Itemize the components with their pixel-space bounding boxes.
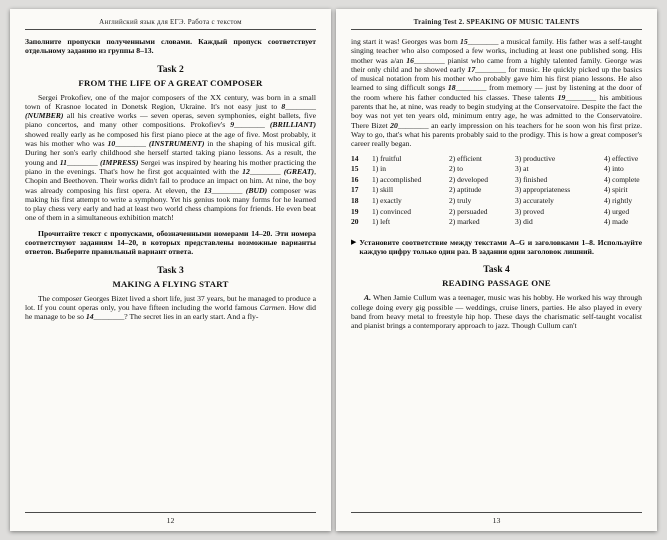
choice-option: 1) accomplished [372,174,422,184]
choice-option: 4) into [604,164,624,174]
choice-number: 16 [351,174,359,184]
page-right [336,9,657,531]
choice-option: 1) in [372,164,386,174]
choice-option: 3) did [515,217,533,227]
choice-option: 4) effective [604,153,639,163]
page-number-right: 13 [351,512,642,525]
instruction-matching-wrap [351,238,642,257]
answer-options-table [351,154,642,228]
choice-option: 1) left [372,217,391,227]
choice-number: 19 [351,206,359,216]
task4-title: Task 4 [483,264,510,276]
choice-option: 4) rightly [604,195,633,205]
instruction-multiple-choice: Прочитайте текст с пропусками, обозначенными номерами 14–20. Эти номера соответствуют заданиям 14–20, в которых представлены возможные варианты ответов. Выберите правильный вариант ответа. [25,228,316,257]
task3-subtitle: MAKING A FLYING START [112,278,229,289]
choice-option: 3) appropriateness [515,185,571,195]
choice-row [351,175,642,186]
choice-option: 4) made [604,217,629,227]
choice-number: 14 [351,153,359,163]
task4-subtitle: READING PASSAGE ONE [442,278,551,289]
choice-option: 2) marked [449,217,480,227]
choice-option: 1) fruitful [372,153,402,163]
choice-option: 3) at [515,164,529,174]
choice-option: 2) persuaded [449,206,488,216]
choice-number: 20 [351,217,359,227]
task2-body: Sergei Prokofiev, one of the major composers of the XX century, was born in a small town of Krasnoe located in Donetsk Region, Ukraine. It's not easy just to 8________ (NUMBER) all his creative works — seven operas, seven symphonies, eight ballets, five piano concertos, and many other compositions. Prokofiev's 9________ (BRILLIANT) showed really early as he composed his first piano piece at the age of five. Most probably, it was his mother who was 10________ (INSTRUMENT) in the shaping of his musical gift. During her son's early childhood she herself started taking piano lessons. As a result, the young and 11________ (IMPRESS) Sergei was inspired by hearing his mother practicing the piano in the evenings. That's how he first got acquainted with the 12________ (GREAT), Chopin and Beethoven. Their works didn't fail to produce an impact on him. At nine, the boy was already composing his first opera. At eleven, the 13________ (BUD) composer was making his first attempt to write a symphony. Yet his genius took many forms for he learned to play chess very early and had at least two world chess champions for friends. He even beat one of them in a simultaneous exhibition match! [25,92,317,223]
choice-option: 3) finished [515,174,548,184]
choice-number: 18 [351,195,359,205]
choice-option: 4) urged [604,206,630,216]
choice-option: 3) proved [515,206,544,216]
choice-option: 3) accurately [515,195,554,205]
choice-row [351,154,642,165]
choice-option: 1) convinced [372,206,411,216]
instruction-matching: Установите соответствие между текстами A–G и заголовками 1–8. Используйте каждую цифру только один раз. В задании один заголовок лишний. [359,237,642,257]
choice-option: 3) productive [515,153,556,163]
instruction-fill-gaps: Заполните пропуски полученными словами. Каждый пропуск соответствует отдельному заданию из группы 8–13. [25,37,316,56]
page-number-left: 12 [25,512,316,525]
running-head-right: Training Test 2. SPEAKING OF MUSIC TALENTS [351,18,642,30]
choice-option: 4) spirit [604,185,628,195]
running-head-left: Английский язык для ЕГЭ. Работа с текстом [25,18,316,30]
choice-row [351,164,642,175]
choice-option: 2) aptitude [449,185,482,195]
choice-option: 2) to [449,164,463,174]
page-left [10,9,331,531]
task3-body: The composer Georges Bizet lived a short life, just 37 years, but he managed to produce a lot. If you count operas only, you have fifteen including the world famous Carmen. How did he manage to be so 14________? The secret lies in an early start. And a fly- [25,293,316,322]
choice-row [351,185,642,196]
choice-option: 2) efficient [449,153,482,163]
task2-title: Task 2 [157,63,184,75]
choice-row [351,196,642,207]
task4-body: A. When Jamie Cullum was a teenager, music was his hobby. He worked his way through college doing every gig possible — weddings, cruise liners, parties. He also played in every band from heavy metal to freestyle hip hop. These days the charismatic self-taught vocalist and pianist brings a contemporary approach to jazz. Though Cullum can't [351,293,642,331]
choice-option: 4) complete [604,174,640,184]
task2-subtitle: FROM THE LIFE OF A GREAT COMPOSER [78,77,263,88]
choice-option: 1) skill [372,185,394,195]
task3-title: Task 3 [157,264,184,276]
choice-row [351,217,642,228]
choice-row [351,207,642,218]
pointer-icon: ▶ [351,237,357,246]
task3-body-continued: ing start it was! Georges was born 15________ a musical family. His father was a self-taught singing teacher who also composed a few works, including at least one published song. His mother was a/an 16________ pianist who came from a highly talented family. George was their only child and he showed early 17________ for music. He quickly picked up the basics of musical notation from his mother who probably gave him his first piano lessons. He also learned to sing difficult songs 18________ from memory — just by listening at the door of the room where his father conducted his classes. These talents 19________ his ambitious parents that he, at nine, was ready to begin studying at the Conservatoire. Despite the fact the boy was not yet ten years old, minimum entry age, he was admitted to the Conservatoire. There Bizet 20________ an early impression on his teachers for he soon won his first prize. Way to go, that's what his parents probably said to the prodigy. This is how a great composer's career really began. [351,37,642,149]
choice-option: 2) developed [449,174,488,184]
choice-number: 17 [351,185,359,195]
choice-option: 1) exactly [372,195,402,205]
choice-option: 2) truly [449,195,472,205]
choice-number: 15 [351,164,359,174]
